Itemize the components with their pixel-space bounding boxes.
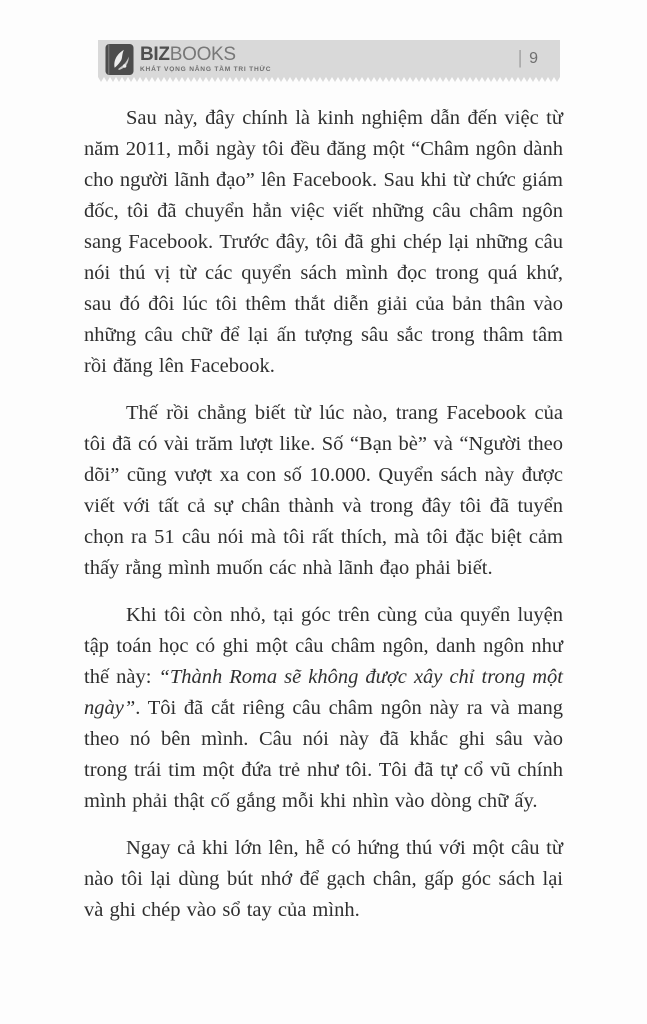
brand-tagline: KHÁT VỌNG NÂNG TẦM TRI THỨC xyxy=(140,65,272,73)
paragraph xyxy=(84,103,563,382)
page-number-separator: | xyxy=(517,48,523,68)
brand-text xyxy=(140,45,271,73)
page-number xyxy=(518,50,538,68)
book-logo-icon xyxy=(105,43,134,76)
body-text: Khi tôi còn nhỏ, tại góc trên cùng của quyển luyện tập toán học có ghi một câu châm ngôn, danh ngôn như thế này: xyxy=(84,604,563,688)
page-number-value: 9 xyxy=(529,49,538,67)
header-perforated-edge xyxy=(98,77,560,82)
body-text: . Tôi đã cắt riêng câu châm ngôn này ra và mang theo nó bên mình. Câu nói này đã khắc ghi sâu vào trong trái tim một đứa trẻ như tôi. Tôi đã tự cổ vũ chính mình phải thật cố gắng mỗi khi nhìn vào dòng chữ ấy. xyxy=(84,697,563,812)
header-bar xyxy=(98,40,560,77)
page-body xyxy=(84,103,563,942)
brand-name xyxy=(140,45,271,64)
brand-name-books: BOOKS xyxy=(169,43,236,65)
body-text: Thế rồi chẳng biết từ lúc nào, trang Facebook của tôi đã có vài trăm lượt like. Số “Bạn bè” và “Người theo dõi” cũng vượt xa con số 10.000. Quyển sách này được viết với tất cả sự chân thành và trong đây tôi đã tuyển chọn ra 51 câu nói mà tôi rất thích, mà tôi đặc biệt cảm thấy rằng mình muốn các nhà lãnh đạo phải biết. xyxy=(84,402,563,579)
quoted-proverb-italic: “Thành Roma sẽ không được xây chỉ trong một ngày” xyxy=(84,666,563,719)
brand-name-biz: BIZ xyxy=(140,43,170,65)
paragraph xyxy=(84,600,563,817)
publisher-brand xyxy=(105,41,271,76)
paragraph xyxy=(84,398,563,584)
body-text: Ngay cả khi lớn lên, hễ có hứng thú với một câu từ nào tôi lại dùng bút nhớ để gạch chân, gấp góc sách lại và ghi chép vào sổ tay của mình. xyxy=(84,837,563,921)
body-text: Sau này, đây chính là kinh nghiệm dẫn đến việc từ năm 2011, mỗi ngày tôi đều đăng một “Châm ngôn dành cho người lãnh đạo” lên Facebook. Sau khi từ chức giám đốc, tôi đã chuyển hẳn việc viết những câu châm ngôn sang Facebook. Trước đây, tôi đã ghi chép lại những câu nói thú vị từ các quyển sách mình đọc trong quá khứ, sau đó đôi lúc tôi thêm thắt diễn giải của bản thân vào những câu chữ để lại ấn tượng sâu sắc trong thâm tâm rồi đăng lên Facebook. xyxy=(84,107,563,377)
paragraph xyxy=(84,833,563,926)
